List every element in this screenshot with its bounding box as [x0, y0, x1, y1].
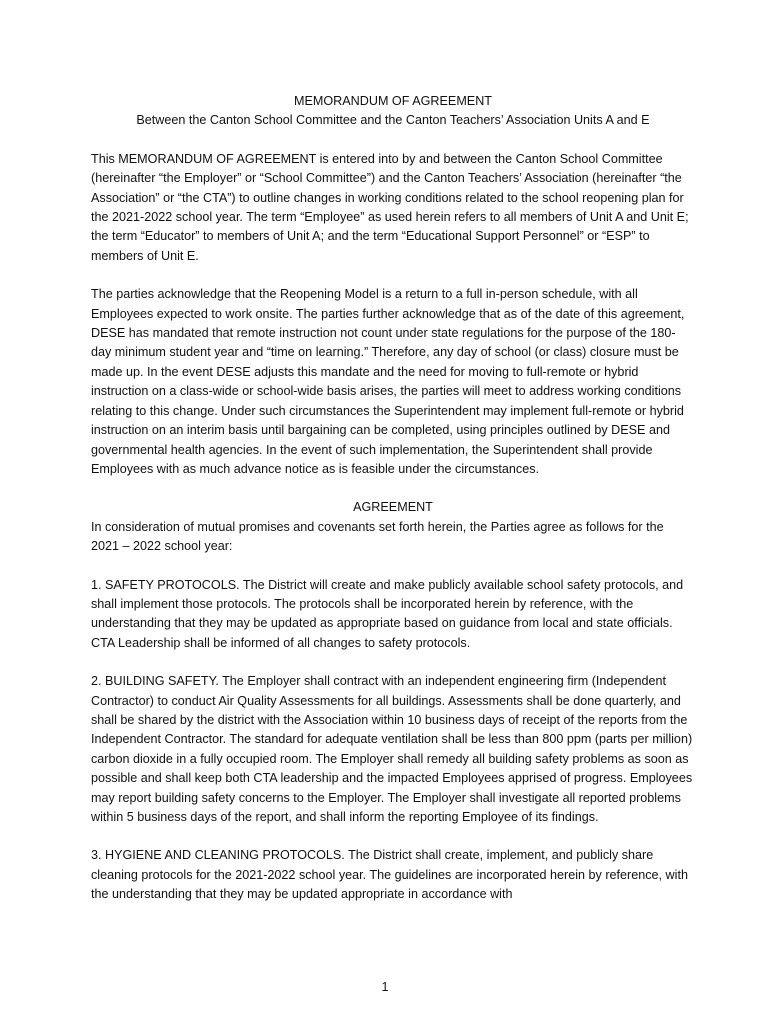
- section-safety-protocols: 1. SAFETY PROTOCOLS. The District will create and make publicly available school safety protocols, and shall implement those protocols. The protocols shall be incorporated herein by reference, with the understanding that they may be updated as appropriate based on guidance from local and state officials. CTA Leadership shall be informed of all changes to safety protocols.: [91, 577, 684, 650]
- section-hygiene-cleaning: 3. HYGIENE AND CLEANING PROTOCOLS. The District shall create, implement, and publicly share cleaning protocols for the 2021-2022 school year. The guidelines are incorporated herein by reference, with the understanding that they may be updated appropriate in accordance with: [91, 848, 688, 902]
- document-body: [91, 92, 695, 905]
- spacer: [91, 653, 695, 672]
- document-subtitle: Between the Canton School Committee and the Canton Teachers’ Association Units A and E: [136, 113, 650, 128]
- spacer: [91, 131, 695, 150]
- agreement-intro-paragraph: In consideration of mutual promises and covenants set forth herein, the Parties agree as follows for the 2021 – 2022 school year:: [91, 519, 664, 554]
- document-title: MEMORANDUM OF AGREEMENT: [293, 94, 492, 108]
- section-building-safety: 2. BUILDING SAFETY. The Employer shall contract with an independent engineering firm (Independent Contractor) to conduct Air Quality Assessments for all buildings. Assessments shall be done quarterly, and shall be shared by the district with the Association within 10 business days of receipt of the reports from the Independent Contractor. The standard for adequate ventilation shall be less than 800 ppm (parts per million) carbon dioxide in a fully occupied room. The Employer shall remedy all building safety problems as soon as possible and shall keep both CTA leadership and the impacted Employees apprised of progress. Employees may report building safety concerns to the Employer. The Employer shall investigate all reported problems within 5 business days of the report, and shall inform the reporting Employee of its findings.: [91, 674, 693, 824]
- spacer: [91, 479, 695, 498]
- spacer: [91, 266, 695, 285]
- spacer: [91, 557, 695, 576]
- acknowledgement-paragraph: The parties acknowledge that the Reopening Model is a return to a full in-person schedule, with all Employees expected to work onsite. The parties further acknowledge that as of the date of this agreement, DESE has mandated that remote instruction not count under state regulations for the purpose of the 180-day minimum student year and “time on learning.” Therefore, any day of school (or class) closure must be made up. In the event DESE adjusts this mandate and the need for moving to full-remote or hybrid instruction on a class-wide or school-wide basis arises, the parties will meet to address working conditions relating to this change. Under such circumstances the Superintendent may implement full-remote or hybrid instruction on an interim basis until bargaining can be completed, using principles outlined by DESE and governmental health agencies. In the event of such implementation, the Superintendent shall provide Employees with as much advance notice as is feasible under the circumstances.: [91, 287, 685, 476]
- agreement-heading: AGREEMENT: [353, 500, 433, 515]
- page-number: 1: [381, 980, 389, 994]
- intro-paragraph: This MEMORANDUM OF AGREEMENT is entered into by and between the Canton School Committee (hereinafter “the Employer” or “School Committee”) and the Canton Teachers’ Association (hereinafter “the Association” or “the CTA”) to outline changes in working conditions related to the school reopening plan for the 2021-2022 school year. The term “Employee” as used herein refers to all members of Unit A and Unit E; the term “Educator” to members of Unit A; and the term “Educational Support Personnel” or “ESP” to members of Unit E.: [91, 151, 689, 263]
- spacer: [91, 827, 695, 846]
